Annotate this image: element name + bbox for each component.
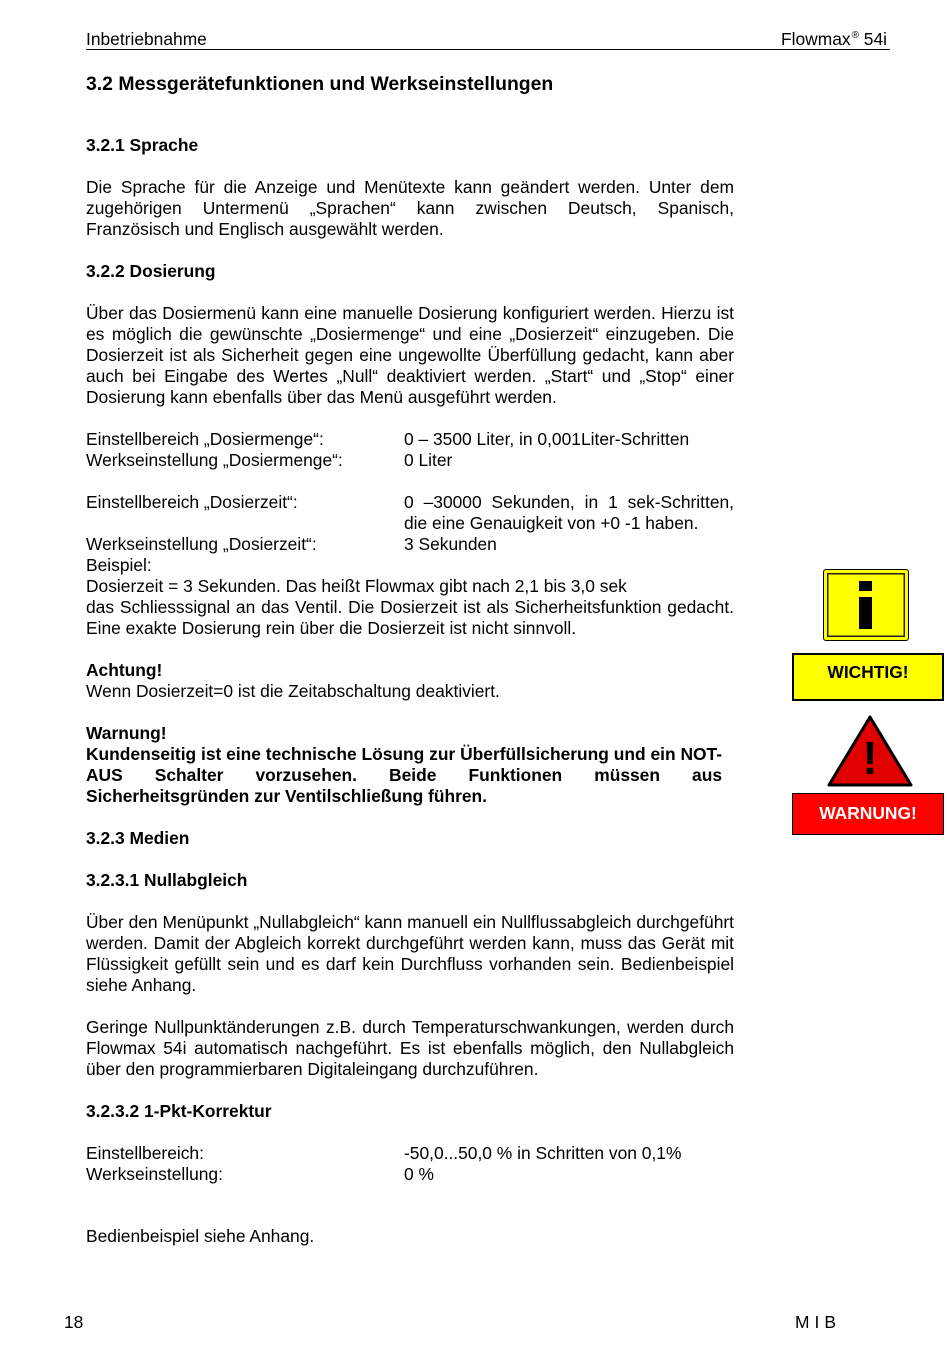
info-stem — [859, 597, 872, 629]
setting-row-dosiermenge-range — [86, 429, 734, 450]
setting-value: 0 – 3500 Liter, in 0,001Liter-Schritten — [404, 429, 690, 449]
setting-label: Einstellbereich „Dosiermenge“: — [86, 429, 324, 449]
subsection-heading-nullabgleich: 3.2.3.1 Nullabgleich — [86, 870, 248, 890]
header-product — [781, 29, 887, 50]
setting-value: -50,0...50,0 % in Schritten von 0,1% — [404, 1143, 682, 1163]
bedienbeispiel-note: Bedienbeispiel siehe Anhang. — [86, 1226, 315, 1246]
setting-value: 0 % — [404, 1164, 434, 1184]
header-rule — [86, 49, 890, 50]
product-model: 54i — [863, 29, 887, 49]
warnung-text: Kundenseitig ist eine technische Lösung zur Überfüllsicherung und ein NOT-AUS Schalter vorzusehen. Beide Funktionen müssen aus Sicherheitsgründen zur Ventilschließung führen. — [86, 744, 722, 806]
setting-value: 0 Liter — [404, 450, 453, 470]
nullabgleich-paragraph-1: Über den Menüpunkt „Nullabgleich“ kann manuell ein Nullflussabgleich durchgeführt werden. Damit der Abgleich korrekt durchgeführt werden kann, muss das Gerät mit Flüssigkeit gefüllt sein und es darf kein Durchfluss vorhanden sein. Bedienbeispiel siehe Anhang. — [86, 912, 734, 995]
info-glyph: i — [824, 570, 825, 571]
setting-row-dosiermenge-default — [86, 450, 734, 471]
achtung-text: Wenn Dosierzeit=0 ist die Zeitabschaltung deaktiviert. — [86, 681, 500, 701]
setting-value-line-1: 0 –30000 Sekunden, in 1 sek-Schritten, — [404, 492, 734, 512]
page-content — [86, 72, 734, 1247]
registered-mark: ® — [851, 30, 859, 41]
setting-value-line-2: die eine Genauigkeit von +0 -1 haben. — [404, 513, 699, 533]
setting-row-dosierzeit-range — [86, 492, 734, 534]
setting-value — [404, 492, 734, 534]
subsection-heading-korrektur: 3.2.3.2 1-Pkt-Korrektur — [86, 1101, 272, 1121]
sprache-paragraph: Die Sprache für die Anzeige und Menütexte kann geändert werden. Unter dem zugehörigen Untermenü „Sprachen“ kann zwischen Deutsch, Spanisch, Französisch und Englisch ausgewählt werden. — [86, 177, 734, 239]
setting-value: 3 Sekunden — [404, 534, 497, 554]
info-icon — [823, 569, 909, 641]
setting-row-dosierzeit-default — [86, 534, 734, 555]
header-section-title: Inbetriebnahme — [86, 29, 207, 49]
beispiel-line: Dosierzeit = 3 Sekunden. Das heißt Flowmax gibt nach 2,1 bis 3,0 sek — [86, 576, 627, 596]
section-heading: 3.2 Messgerätefunktionen und Werkseinstellungen — [86, 73, 554, 95]
achtung-title: Achtung! — [86, 660, 163, 680]
setting-label: Einstellbereich „Dosierzeit“: — [86, 492, 298, 512]
warnung-title: Warnung! — [86, 723, 167, 743]
product-name: Flowmax — [780, 29, 851, 49]
subsection-heading-medien: 3.2.3 Medien — [86, 828, 190, 848]
setting-label: Einstellbereich: — [86, 1143, 204, 1163]
setting-label: Werkseinstellung „Dosierzeit“: — [86, 534, 317, 554]
info-dot — [859, 581, 872, 591]
setting-label: Werkseinstellung: — [86, 1164, 223, 1184]
page-number: 18 — [64, 1312, 84, 1332]
subsection-heading-dosierung: 3.2.2 Dosierung — [86, 261, 216, 281]
setting-row-korrektur-range — [86, 1143, 734, 1164]
setting-label: Werkseinstellung „Dosiermenge“: — [86, 450, 343, 470]
nullabgleich-paragraph-2: Geringe Nullpunktänderungen z.B. durch Temperaturschwankungen, werden durch Flowmax 54i automatisch nachgeführt. Es ist ebenfalls möglich, den Nullabgleich über den programmierbaren Digitaleingang durchzuführen. — [86, 1017, 734, 1079]
warning-glyph: ! — [862, 732, 878, 784]
dosierung-paragraph: Über das Dosiermenü kann eine manuelle Dosierung konfiguriert werden. Hierzu ist es möglich die gewünschte „Dosiermenge“ und eine „Dosierzeit“ einzugeben. Die Dosierzeit ist als Sicherheit gegen eine ungewollte Überfüllung gedacht, kann aber auch bei Eingabe des Wertes „Null“ deaktiviert werden. „Start“ und „Stop“ einer Dosierung kann ebenfalls über das Menü ausgeführt werden. — [86, 303, 734, 407]
warning-triangle-icon — [826, 714, 914, 793]
subsection-heading-sprache: 3.2.1 Sprache — [86, 135, 199, 155]
beispiel-label: Beispiel: — [86, 555, 152, 575]
warnung-badge: WARNUNG! — [792, 793, 944, 835]
wichtig-badge: WICHTIG! — [792, 653, 944, 701]
setting-row-korrektur-default — [86, 1164, 734, 1185]
beispiel-paragraph: das Schliesssignal an das Ventil. Die Dosierzeit ist als Sicherheitsfunktion gedacht. Eine exakte Dosierung rein über die Dosierzeit ist nicht sinnvoll. — [86, 597, 734, 638]
footer-brand: MIB — [795, 1312, 841, 1332]
